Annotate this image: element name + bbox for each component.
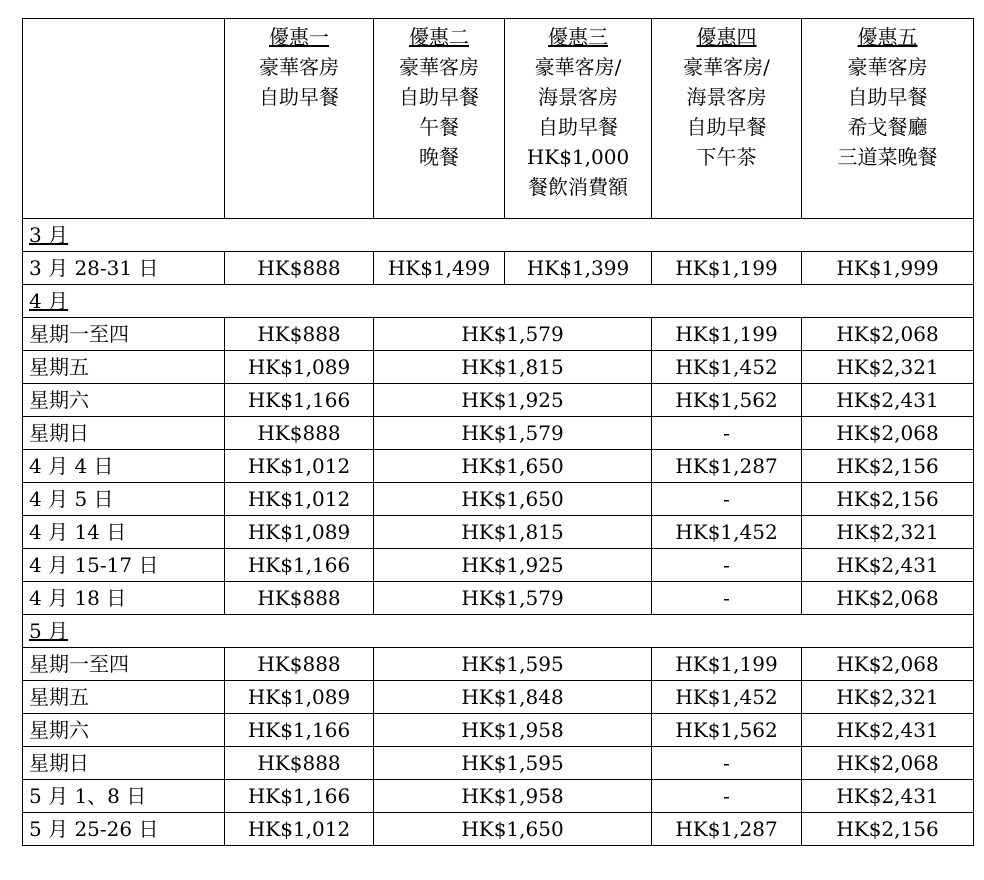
price-cell: HK$1,579 xyxy=(374,582,652,615)
column-description-line: 豪華客房 xyxy=(259,55,339,79)
price-cell: HK$1,199 xyxy=(652,252,802,285)
date-label: 星期六 xyxy=(23,384,225,417)
price-cell: HK$1,199 xyxy=(652,318,802,351)
month-section-cell xyxy=(23,219,974,252)
date-label: 4 月 5 日 xyxy=(23,483,225,516)
price-cell: HK$1,399 xyxy=(505,252,652,285)
date-label: 星期六 xyxy=(23,714,225,747)
column-description-line: 晚餐 xyxy=(419,145,459,169)
price-cell: HK$2,431 xyxy=(802,549,974,582)
price-cell: HK$1,199 xyxy=(652,648,802,681)
column-description-line: HK$1,000 xyxy=(526,145,630,169)
price-row xyxy=(23,384,974,417)
date-label: 5 月 25-26 日 xyxy=(23,813,225,846)
price-row xyxy=(23,681,974,714)
price-cell: HK$1,166 xyxy=(225,714,374,747)
price-cell: HK$1,012 xyxy=(225,450,374,483)
price-row xyxy=(23,516,974,549)
price-cell: - xyxy=(652,417,802,450)
column-description-line: 自助早餐 xyxy=(259,85,339,109)
price-cell: HK$1,452 xyxy=(652,681,802,714)
price-cell: HK$888 xyxy=(225,582,374,615)
column-description-line: 海景客房 xyxy=(686,85,767,109)
column-title: 優惠一 xyxy=(269,25,329,49)
price-cell: HK$2,068 xyxy=(802,318,974,351)
price-row xyxy=(23,549,974,582)
price-cell: HK$1,595 xyxy=(374,648,652,681)
price-cell: HK$2,068 xyxy=(802,582,974,615)
column-description-line: 自助早餐 xyxy=(399,85,479,109)
price-cell: HK$1,499 xyxy=(374,252,505,285)
column-description-line: 豪華客房 xyxy=(847,55,928,79)
price-cell: HK$1,089 xyxy=(225,681,374,714)
price-cell: HK$1,452 xyxy=(652,516,802,549)
price-row xyxy=(23,648,974,681)
column-description-line: 自助早餐 xyxy=(538,115,618,139)
price-cell: - xyxy=(652,483,802,516)
price-cell: HK$2,321 xyxy=(802,516,974,549)
month-section-cell xyxy=(23,615,974,648)
date-label: 星期一至四 xyxy=(23,318,225,351)
column-title: 優惠五 xyxy=(857,25,918,49)
month-section-row xyxy=(23,615,974,648)
date-label: 星期五 xyxy=(23,351,225,384)
price-cell: HK$2,156 xyxy=(802,483,974,516)
date-label: 4 月 18 日 xyxy=(23,582,225,615)
price-cell: HK$1,452 xyxy=(652,351,802,384)
price-cell: HK$2,068 xyxy=(802,648,974,681)
price-cell: HK$1,650 xyxy=(374,483,652,516)
date-label: 星期日 xyxy=(23,747,225,780)
price-cell: HK$1,562 xyxy=(652,714,802,747)
price-cell: HK$1,166 xyxy=(225,780,374,813)
price-cell: HK$888 xyxy=(225,648,374,681)
price-cell: HK$2,431 xyxy=(802,780,974,813)
date-label: 3 月 28-31 日 xyxy=(23,252,225,285)
price-cell: HK$1,815 xyxy=(374,351,652,384)
price-cell: HK$1,089 xyxy=(225,351,374,384)
price-row xyxy=(23,450,974,483)
price-cell: HK$1,650 xyxy=(374,813,652,846)
price-cell: HK$1,848 xyxy=(374,681,652,714)
price-cell: HK$1,089 xyxy=(225,516,374,549)
price-cell: HK$888 xyxy=(225,747,374,780)
month-section-label: 5 月 xyxy=(29,619,69,643)
column-description-line: 豪華客房/ xyxy=(683,55,770,79)
price-cell: HK$2,156 xyxy=(802,813,974,846)
price-cell: HK$1,166 xyxy=(225,384,374,417)
price-cell: - xyxy=(652,747,802,780)
price-row xyxy=(23,351,974,384)
price-cell: HK$1,579 xyxy=(374,417,652,450)
column-description-line: 三道菜晚餐 xyxy=(837,145,938,169)
price-cell: HK$1,958 xyxy=(374,714,652,747)
price-cell: HK$1,012 xyxy=(225,813,374,846)
column-title: 優惠三 xyxy=(548,25,608,49)
column-header xyxy=(652,19,802,219)
price-cell: HK$888 xyxy=(225,252,374,285)
header-row xyxy=(23,19,974,219)
price-cell: HK$1,650 xyxy=(374,450,652,483)
month-section-label: 4 月 xyxy=(29,289,69,313)
price-cell: HK$2,321 xyxy=(802,681,974,714)
price-cell: HK$1,815 xyxy=(374,516,652,549)
price-cell: HK$1,958 xyxy=(374,780,652,813)
price-cell: - xyxy=(652,780,802,813)
price-cell: HK$1,287 xyxy=(652,450,802,483)
price-cell: HK$2,321 xyxy=(802,351,974,384)
price-cell: HK$1,999 xyxy=(802,252,974,285)
price-row xyxy=(23,417,974,450)
month-section-row xyxy=(23,219,974,252)
price-cell: HK$1,579 xyxy=(374,318,652,351)
column-description-line: 餐飲消費額 xyxy=(528,175,628,199)
price-row xyxy=(23,582,974,615)
price-cell: HK$1,166 xyxy=(225,549,374,582)
price-cell: HK$888 xyxy=(225,318,374,351)
price-cell: HK$1,925 xyxy=(374,549,652,582)
price-cell: HK$1,595 xyxy=(374,747,652,780)
price-cell: HK$1,012 xyxy=(225,483,374,516)
date-label: 4 月 15-17 日 xyxy=(23,549,225,582)
price-row xyxy=(23,780,974,813)
date-label: 星期日 xyxy=(23,417,225,450)
month-section-cell xyxy=(23,285,974,318)
date-label: 5 月 1、8 日 xyxy=(23,780,225,813)
column-title: 優惠二 xyxy=(409,25,469,49)
price-cell: HK$2,068 xyxy=(802,417,974,450)
price-cell: HK$1,925 xyxy=(374,384,652,417)
price-cell: - xyxy=(652,549,802,582)
column-header xyxy=(802,19,974,219)
price-row xyxy=(23,483,974,516)
price-cell: HK$888 xyxy=(225,417,374,450)
column-description-line: 自助早餐 xyxy=(686,115,767,139)
price-cell: HK$1,287 xyxy=(652,813,802,846)
price-row xyxy=(23,252,974,285)
table-body xyxy=(23,219,974,846)
column-description-line: 豪華客房/ xyxy=(534,55,622,79)
column-header xyxy=(374,19,505,219)
price-cell: HK$2,431 xyxy=(802,714,974,747)
column-description-line: 希戈餐廳 xyxy=(847,115,928,139)
month-section-row xyxy=(23,285,974,318)
date-label: 4 月 4 日 xyxy=(23,450,225,483)
price-row xyxy=(23,318,974,351)
price-cell: HK$1,562 xyxy=(652,384,802,417)
price-cell: HK$2,431 xyxy=(802,384,974,417)
column-description-line: 午餐 xyxy=(419,115,459,139)
price-table xyxy=(22,18,974,846)
price-cell: HK$2,068 xyxy=(802,747,974,780)
column-header xyxy=(225,19,374,219)
header-corner-cell xyxy=(23,19,225,219)
price-row xyxy=(23,747,974,780)
date-label: 星期五 xyxy=(23,681,225,714)
column-header xyxy=(505,19,652,219)
price-cell: - xyxy=(652,582,802,615)
date-label: 4 月 14 日 xyxy=(23,516,225,549)
price-row xyxy=(23,714,974,747)
column-title: 優惠四 xyxy=(696,25,757,49)
column-description-line: 海景客房 xyxy=(538,85,618,109)
month-section-label: 3 月 xyxy=(29,223,69,247)
price-cell: HK$2,156 xyxy=(802,450,974,483)
date-label: 星期一至四 xyxy=(23,648,225,681)
column-description-line: 自助早餐 xyxy=(847,85,928,109)
column-description-line: 下午茶 xyxy=(696,145,757,169)
price-row xyxy=(23,813,974,846)
column-description-line: 豪華客房 xyxy=(399,55,479,79)
